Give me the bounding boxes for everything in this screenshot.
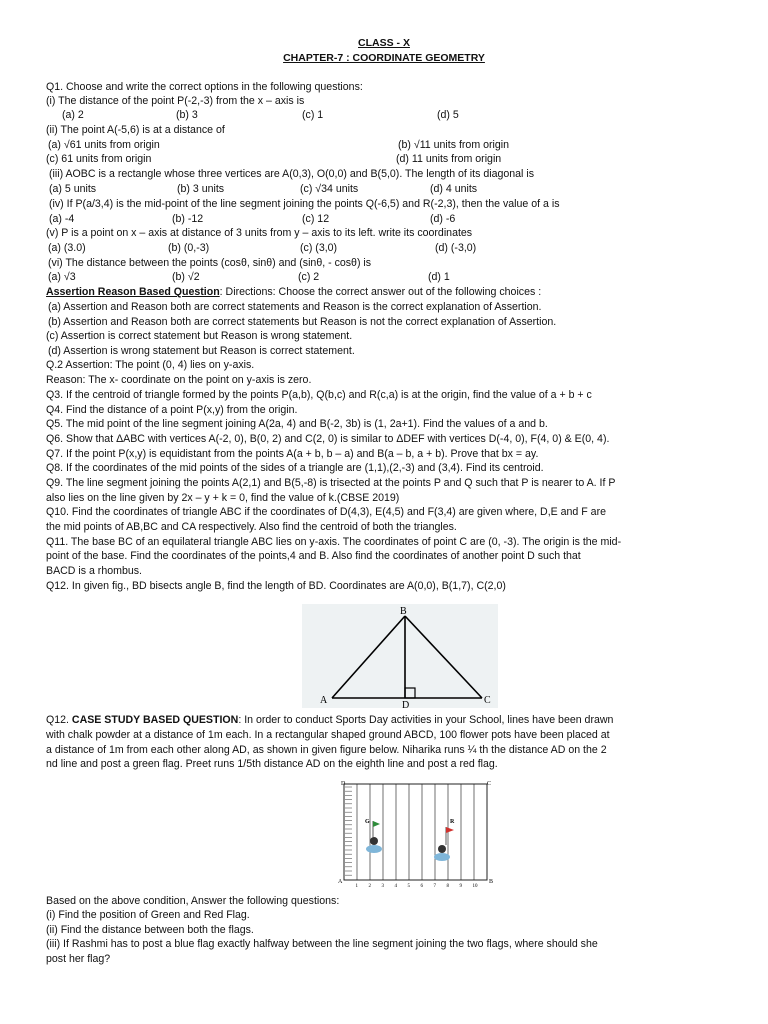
case-study-line1 xyxy=(46,714,613,727)
ar-choice-a: (a) Assertion and Reason both are correct statements and Reason is the correct explanation of Assertion. xyxy=(48,301,542,313)
question-q5: Q5. The mid point of the line segment joining A(2a, 4) and B(-2, 3b) is (1, 2a+1). Find the values of a and b. xyxy=(46,418,548,430)
assertion-reason-directions xyxy=(46,286,541,299)
line-number-3: 3 xyxy=(381,884,384,889)
question-q8: Q8. If the coordinates of the mid points of the sides of a triangle are (1,1),(2,-3) and (3,4). Find its centroid. xyxy=(46,462,544,474)
class-heading: CLASS - X xyxy=(358,37,410,49)
case-study-line1-text: : In order to conduct Sports Day activities in your School, lines have been drawn xyxy=(238,714,614,726)
q1-ii-text: (ii) The point A(-5,6) is at a distance of xyxy=(46,124,225,136)
ar-choice-b: (b) Assertion and Reason both are correct statements but Reason is not the correct explanation of Assertion. xyxy=(48,316,557,328)
q1-ii-option-b: (b) √11 units from origin xyxy=(398,139,510,151)
assertion-reason-directions-text: : Directions: Choose the correct answer out of the following choices : xyxy=(219,286,542,298)
q1-iii-option-d: (d) 4 units xyxy=(430,183,478,195)
q1-iv-text: (iv) If P(a/3,4) is the mid-point of the line segment joining the points Q(-6,5) and R(-2,3), then the value of a is xyxy=(49,198,560,210)
q2-assertion: Q.2 Assertion: The point (0, 4) lies on y-axis. xyxy=(46,359,255,371)
q1-vi-text: (vi) The distance between the points (cosθ, sinθ) and (sinθ, - cosθ) is xyxy=(48,257,372,269)
question-q7: Q7. If the point P(x,y) is equidistant from the points A(a + b, b – a) and B(a – b, a + b). Prove that bx = ay. xyxy=(46,448,539,460)
followup-item-iii-cont: post her flag? xyxy=(46,953,111,965)
question-q11-line3: BACD is a rhombus. xyxy=(46,565,142,577)
green-flag-label: G xyxy=(365,819,370,825)
q1-iv-option-a: (a) -4 xyxy=(49,213,75,225)
q1-i-option-a: (a) 2 xyxy=(62,109,84,121)
q1-iii-text: (iii) AOBC is a rectangle whose three vertices are A(0,3), O(0,0) and B(5,0). The length of its diagonal is xyxy=(49,168,534,180)
runner-preet-shadow xyxy=(434,853,450,861)
q1-ii-option-a: (a) √61 units from origin xyxy=(48,139,160,151)
question-q10-line1: Q10. Find the coordinates of triangle ABC if the coordinates of D(4,3), E(4,5) and F(3,4) are given where, D,E and F are xyxy=(46,506,606,518)
q1-iii-option-c: (c) √34 units xyxy=(300,183,359,195)
corner-label-d: D xyxy=(341,781,346,787)
case-study-line2: with chalk powder at a distance of 1m each. In a rectangular shaped ground ABCD, 100 flower pots have been placed at xyxy=(46,729,610,741)
question-q10-line2: the mid points of AB,BC and CA respectively. Also find the centroid of both the triangles. xyxy=(46,521,457,533)
q1-vi-option-b: (b) √2 xyxy=(172,271,200,283)
q2-reason: Reason: The x- coordinate on the point on y-axis is zero. xyxy=(46,374,312,386)
sports-ground-figure xyxy=(333,779,499,891)
corner-label-c: C xyxy=(487,781,492,787)
q1-iii-option-a: (a) 5 units xyxy=(49,183,97,195)
q1-i-option-d: (d) 5 xyxy=(437,109,459,121)
q1-iv-option-b: (b) -12 xyxy=(172,213,204,225)
question-q11-line1: Q11. The base BC of an equilateral triangle ABC lies on y-axis. The coordinates of point C are (0, -3). The origin is the mid- xyxy=(46,536,622,548)
line-number-9: 9 xyxy=(459,884,462,889)
q1-v-option-a: (a) (3.0) xyxy=(48,242,86,254)
chapter-heading: CHAPTER-7 : COORDINATE GEOMETRY xyxy=(283,52,485,64)
vertex-label-b: B xyxy=(400,606,407,617)
q1-iv-option-d: (d) -6 xyxy=(430,213,456,225)
q1-ii-option-c: (c) 61 units from origin xyxy=(46,153,152,165)
q1-iii-option-b: (b) 3 units xyxy=(177,183,225,195)
ar-choice-d: (d) Assertion is wrong statement but Reason is correct statement. xyxy=(48,345,355,357)
runner-niharika-shadow xyxy=(366,845,382,853)
question-q12: Q12. In given fig., BD bisects angle B, find the length of BD. Coordinates are A(0,0), B(1,7), C(2,0) xyxy=(46,580,506,592)
line-number-10: 10 xyxy=(472,884,478,889)
question-q9-line1: Q9. The line segment joining the points A(2,1) and B(5,-8) is trisected at the points P and Q such that P is nearer to A. If P xyxy=(46,477,616,489)
ar-choice-c: (c) Assertion is correct statement but Reason is wrong statement. xyxy=(46,330,353,342)
question-q4: Q4. Find the distance of a point P(x,y) from the origin. xyxy=(46,404,298,416)
q1-v-option-c: (c) (3,0) xyxy=(300,242,338,254)
case-study-label: Q12. xyxy=(46,714,72,726)
q1-intro: Q1. Choose and write the correct options in the following questions: xyxy=(46,81,363,93)
followup-item-iii: (iii) If Rashmi has to post a blue flag exactly halfway between the line segment joining the two flags, where should she xyxy=(46,938,598,950)
assertion-reason-heading: Assertion Reason Based Question xyxy=(46,286,220,298)
corner-label-a: A xyxy=(338,879,343,885)
question-q3: Q3. If the centroid of triangle formed by the points P(a,b), Q(b,c) and R(c,a) is at the origin, find the value of a + b + c xyxy=(46,389,592,401)
corner-label-b: B xyxy=(489,879,494,885)
case-study-heading: CASE STUDY BASED QUESTION xyxy=(71,714,239,726)
vertex-label-c: C xyxy=(484,695,491,706)
case-study-line4: nd line and post a green flag. Preet runs 1/5th distance AD on the eighth line and post a red flag. xyxy=(46,758,498,770)
q1-i-text: (i) The distance of the point P(-2,-3) from the x – axis is xyxy=(46,95,305,107)
vertex-label-a: A xyxy=(320,695,328,706)
q1-iv-option-c: (c) 12 xyxy=(302,213,330,225)
q1-vi-option-c: (c) 2 xyxy=(298,271,320,283)
runner-niharika xyxy=(370,837,378,845)
red-flag-label: R xyxy=(450,819,455,825)
followup-item-ii: (ii) Find the distance between both the flags. xyxy=(46,924,254,936)
line-number-2: 2 xyxy=(368,884,371,889)
q1-v-option-d: (d) (-3,0) xyxy=(435,242,477,254)
q1-ii-option-d: (d) 11 units from origin xyxy=(396,153,502,165)
line-number-4: 4 xyxy=(394,884,397,889)
q1-i-option-b: (b) 3 xyxy=(176,109,198,121)
line-number-8: 8 xyxy=(446,884,449,889)
q1-v-option-b: (b) (0,-3) xyxy=(168,242,210,254)
case-study-line3: a distance of 1m from each other along AD, as shown in given figure below. Niharika runs ¼ th the distance AD on the 2 xyxy=(46,744,607,756)
vertex-label-d: D xyxy=(402,700,410,708)
line-number-7: 7 xyxy=(433,884,436,889)
q1-i-option-c: (c) 1 xyxy=(302,109,324,121)
question-q9-line2: also lies on the line given by 2x – y + k = 0, find the value of k.(CBSE 2019) xyxy=(46,492,400,504)
q1-vi-option-a: (a) √3 xyxy=(48,271,76,283)
q1-v-text: (v) P is a point on x – axis at distance of 3 units from y – axis to its left. write its coordinates xyxy=(46,227,473,239)
followup-item-i: (i) Find the position of Green and Red Flag. xyxy=(46,909,250,921)
line-number-6: 6 xyxy=(420,884,423,889)
line-number-5: 5 xyxy=(407,884,410,889)
question-q11-line2: point of the base. Find the coordinates of the points,4 and B. Also find the coordinates of another point D such that xyxy=(46,550,581,562)
figure-background xyxy=(302,604,498,708)
question-q6: Q6. Show that ΔABC with vertices A(-2, 0), B(0, 2) and C(2, 0) is similar to ΔDEF with vertices D(-4, 0), F(4, 0) & E(0, 4). xyxy=(46,433,610,445)
triangle-figure xyxy=(302,604,498,708)
line-number-1: 1 xyxy=(355,884,358,889)
runner-preet xyxy=(438,845,446,853)
followup-intro: Based on the above condition, Answer the following questions: xyxy=(46,895,340,907)
q1-vi-option-d: (d) 1 xyxy=(428,271,450,283)
